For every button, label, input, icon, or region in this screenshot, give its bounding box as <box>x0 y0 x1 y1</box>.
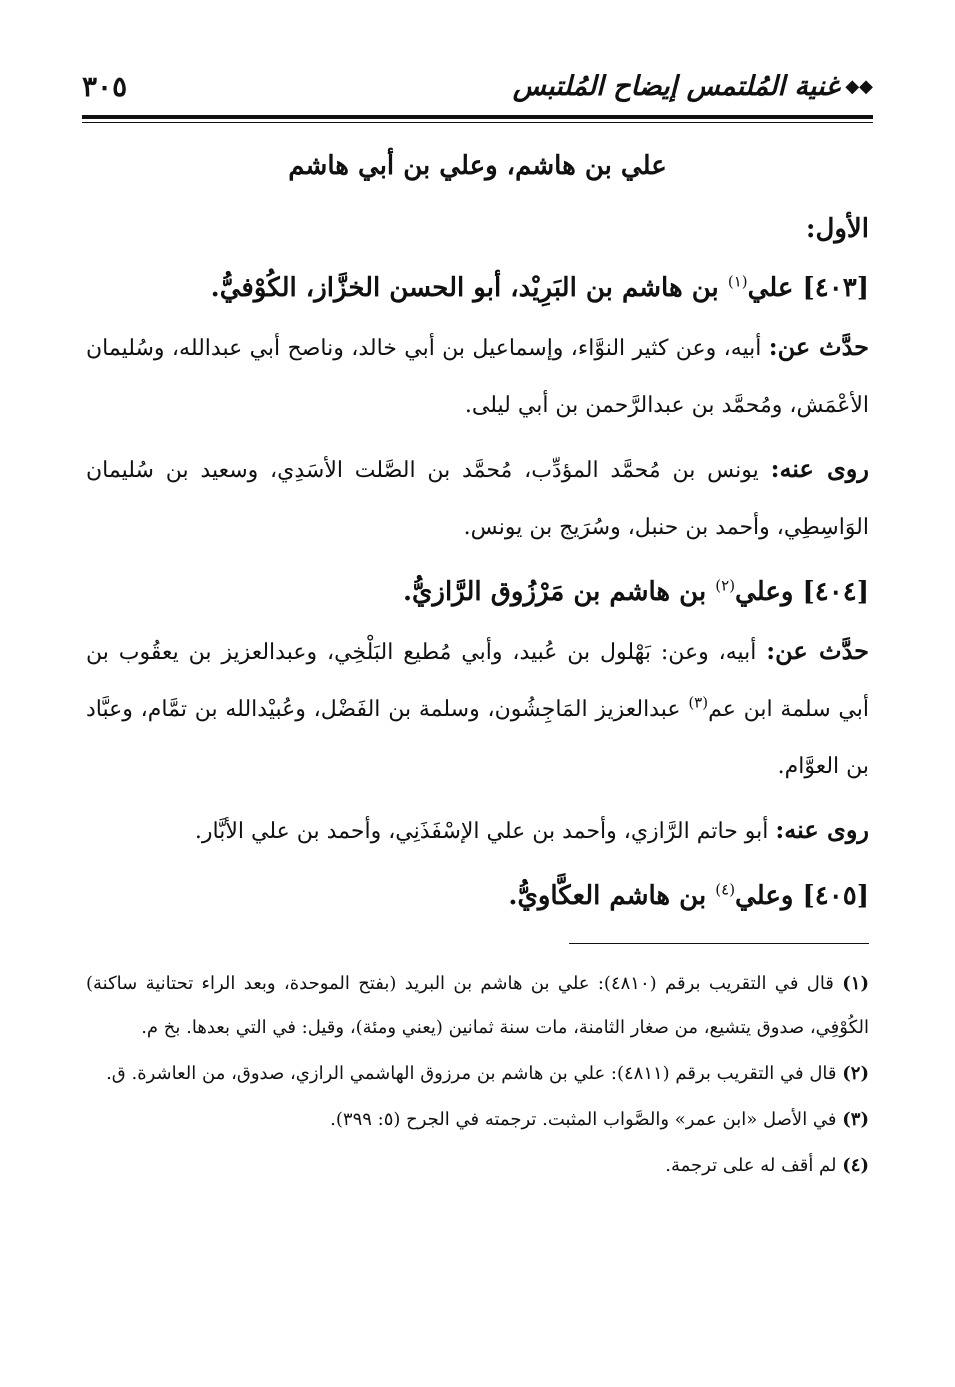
footnote-text: لم أقف له على ترجمة. <box>665 1155 837 1176</box>
footnote-ref: (١) <box>727 272 748 291</box>
first-label: الأول: <box>805 214 869 244</box>
narrated-by-text: أبو حاتم الرَّازي، وأحمد بن علي الإسْفَذَنِي، وأحمد بن علي الأبَّار. <box>194 819 769 844</box>
book-title: غنية المُلتمس إيضاح المُلتبس <box>512 70 840 102</box>
footnote-1 <box>86 962 869 1050</box>
footnote-text: قال في التقريب برقم (٤٨١١): علي بن هاشم بن مرزوق الهاشمي الرازي، صدوق، من العاشرة. ق. <box>106 1063 837 1084</box>
footnotes <box>86 962 869 1190</box>
narrated-from-403 <box>86 318 869 434</box>
narrated-by-label: روى عنه: <box>775 815 869 844</box>
entry-number: [٤٠٤] <box>802 577 869 607</box>
entry-name-rest: بن هاشم بن البَرِيْد، أبو الحسن الخزَّاز، الكُوْفيُّ. <box>210 273 719 303</box>
main-text <box>86 130 869 926</box>
narrated-from-text-b: عبدالعزيز المَاجِشُون، وسلمة بن الفَضْل، وعُبيْدالله بن تمَّام، وعبَّاد بن العوَّام. <box>86 697 869 779</box>
narrated-from-text-a: أبيه، وعن: بَهْلول بن عُبيد، وأبي مُطيع البَلْخِي، وعبدالعزيز بن يعقُوب بن أبي سلمة ابن عم <box>86 640 869 722</box>
footnote-ref: (٢) <box>715 576 736 595</box>
footnote-3 <box>86 1098 869 1142</box>
section-title: علي بن هاشم، وعلي بن أبي هاشم <box>288 151 667 181</box>
entry-name-rest: بن هاشم العكَّاويُّ. <box>508 881 707 911</box>
footnote-text: قال في التقريب برقم (٤٨١٠): علي بن هاشم بن البريد (بفتح الموحدة، وبعد الراء تحتانية ساكنة) الكُوْفِي، صدوق يتشيع، من صغار الثامنة، مات سنة ثمانين (يعني ومئة)، وقيل: في التي بعدها. بخ م. <box>86 973 869 1038</box>
footnote-number: (٣) <box>842 1109 869 1130</box>
footnote-number: (١) <box>842 973 869 994</box>
narrated-from-label: حدَّث عن: <box>766 636 870 665</box>
diamond-icon: ◆◆ <box>845 75 873 97</box>
page-header <box>82 62 873 110</box>
footnote-separator <box>569 943 869 944</box>
entry-number: [٤٠٣] <box>802 273 869 303</box>
narrated-by-label: روى عنه: <box>770 454 869 483</box>
header-rule-thick <box>82 115 873 119</box>
footnote-4 <box>86 1144 869 1188</box>
header-rule-thin <box>82 122 873 123</box>
narrated-from-text: أبيه، وعن كثير النوَّاء، وإسماعيل بن أبي خالد، وناصح أبي عبدالله، وسُليمان الأعْمَش، ومُحمَّد بن عبدالرَّحمن بن أبي ليلى. <box>86 336 869 418</box>
entry-name: وعلي <box>735 577 794 607</box>
narrated-from-404 <box>86 622 869 795</box>
entry-heading-405 <box>86 866 869 926</box>
page-number: ٣٠٥ <box>82 69 128 103</box>
footnote-2 <box>86 1052 869 1096</box>
entry-heading-404 <box>86 562 869 622</box>
entry-number: [٤٠٥] <box>802 881 869 911</box>
footnote-ref: (٤) <box>715 880 736 899</box>
entry-name: وعلي <box>735 881 794 911</box>
entry-name: علي <box>747 273 794 303</box>
narrated-by-text: يونس بن مُحمَّد المؤدِّب، مُحمَّد بن الصَّلت الأسَدِي، وسعيد بن سُليمان الوَاسِطِي، وأحمد بن حنبل، وسُرَيج بن يونس. <box>86 458 869 540</box>
footnote-number: (٤) <box>842 1155 869 1176</box>
footnote-number: (٢) <box>842 1063 869 1084</box>
footnote-text: في الأصل «ابن عمر» والصَّواب المثبت. ترجمته في الجرح (٥: ٣٩٩). <box>330 1109 837 1130</box>
narrated-by-403 <box>86 440 869 556</box>
entry-name-rest: بن هاشم بن مَرْزُوق الرَّازيُّ. <box>402 577 707 607</box>
narrated-from-label: حدَّث عن: <box>768 332 869 361</box>
footnote-ref: (٣) <box>688 693 709 712</box>
running-title <box>513 71 873 102</box>
narrated-by-404 <box>86 801 869 860</box>
entry-heading-403 <box>86 258 869 318</box>
